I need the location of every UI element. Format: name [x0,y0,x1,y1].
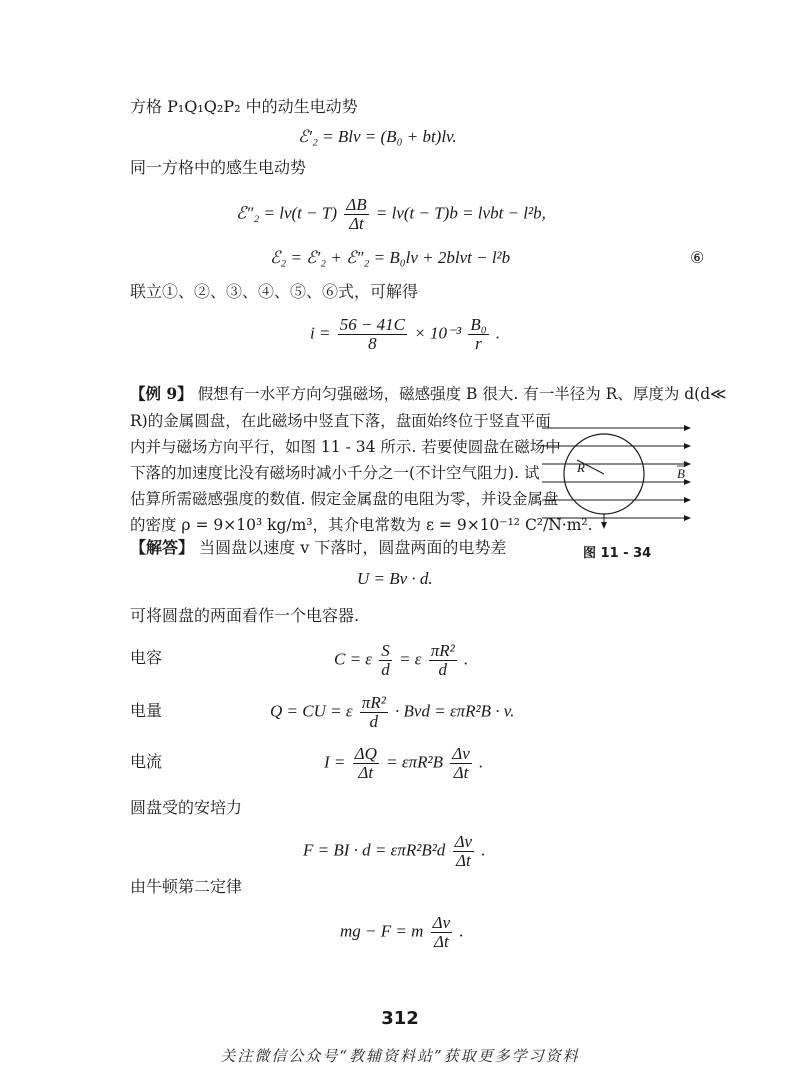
equation-total-emf: ℰ₂ = ℰ′₂ + ℰ″₂ = B₀lv + 2blvt − l²b [270,248,511,267]
eqI-numerator-1: ΔQ [354,744,377,763]
line-moving-emf: 方格 P₁Q₁Q₂P₂ 中的动生电动势 [130,97,358,116]
example-line-6: 的密度 ρ = 9×10³ kg/m³，其介电常数为 ε = 9×10⁻¹² C²/N·m². [130,516,593,534]
eq4-mid: × 10⁻³ [414,323,462,343]
eqQ-fraction [360,694,388,731]
eq2-fraction [344,196,368,233]
answer-text-1: 当圆盘以速度 v 下落时，圆盘两面的电势差 [199,538,507,557]
eqF-fraction [453,833,475,870]
equation-induced-emf [236,196,546,233]
eqF-denominator: Δt [455,851,471,870]
eqC-denominator-1: d [381,660,390,679]
eq4-end: . [495,323,501,343]
eq2-numerator: ΔB [346,195,367,214]
equation-capacitance [334,642,468,679]
eqC-fraction-1 [379,642,392,679]
eqI-left: I = [324,752,346,772]
eq4-numerator-2: B₀ [470,315,487,334]
eqI-fraction-2 [450,745,472,782]
eq4-left: i = [310,323,331,343]
eqQ-right: · Bvd = επR²B · v. [395,701,515,721]
equation-current-result [310,316,500,353]
equation-current [324,745,483,782]
eqC-left: C = ε [334,649,373,669]
eqF-numerator: Δv [454,832,473,851]
label-capacitance: 电容 [130,648,163,667]
line-combine: 联立①、②、③、④、⑤、⑥式，可解得 [130,282,419,301]
eq4-denominator: 8 [368,334,377,353]
eqF-end: . [481,840,486,860]
eqN-fraction [431,914,453,951]
example-line-3: 内并与磁场方向平行，如图 11 - 34 所示. 若要使圆盘在磁场中 [130,438,561,456]
eqC-fraction-2 [429,642,457,679]
line-induced-emf: 同一方格中的感生电动势 [130,158,307,177]
label-charge: 电量 [130,701,163,720]
figure-disk-in-field [540,414,700,549]
example-text-1: 假想有一水平方向匀强磁场，磁感强度 B 很大. 有一半径为 R、厚度为 d(d≪ [197,385,727,403]
eqI-fraction-1 [353,745,379,782]
equation-ampere-force [303,833,486,870]
eq4-numerator: 56 − 41C [339,315,406,334]
eqN-numerator: Δv [432,913,451,932]
eqN-left: mg − F = m [340,921,424,941]
footer-note: 关注微信公众号“教辅资料站”获取更多学习资料 [220,1047,580,1065]
example-line-4: 下落的加速度比没有磁场时减小千分之一(不计空气阻力). 试 [130,464,540,482]
eqC-end: . [463,649,469,669]
eqC-numerator-2: πR² [430,641,455,660]
eq4-denominator-2: r [475,334,482,353]
equation-motional-emf: ℰ′₂ = Blv = (B₀ + bt)lv. [298,127,457,146]
eq2-denominator: Δt [349,214,364,233]
eqI-numerator-2: Δv [452,744,470,763]
eq4-fraction [338,316,407,353]
eqC-mid: = ε [399,649,422,669]
eqI-denominator-2: Δt [453,763,469,782]
answer-label: 【解答】 [130,538,195,557]
eqI-mid: = επR²B [386,752,443,772]
field-label: B [677,466,685,481]
eqI-end: . [479,752,484,772]
eqC-denominator-2: d [438,660,447,679]
line-ampere-force: 圆盘受的安培力 [130,798,243,817]
label-current: 电流 [130,752,163,771]
eqQ-denominator: d [369,712,379,731]
line-capacitor: 可将圆盘的两面看作一个电容器. [130,606,360,625]
equation-number-6: ⑥ [690,248,705,267]
radius-label: R [577,460,585,475]
page-number: 312 [381,1008,419,1029]
eq2-right: = lv(t − T)b = lvbt − l²b, [375,203,546,223]
example-line-2: R)的金属圆盘，在此磁场中竖直下落，盘面始终位于竖直平面 [130,412,551,430]
eqN-end: . [459,921,464,941]
example-label: 【例 9】 [130,384,193,403]
equation-newton [340,914,464,951]
figure-caption: 图 11 - 34 [583,546,652,561]
line-newton-law: 由牛顿第二定律 [130,877,243,896]
equation-voltage: U = Bv · d. [357,569,433,588]
eqQ-left: Q = CU = ε [270,701,353,721]
eq4-fraction-2 [468,316,488,353]
eqN-denominator: Δt [434,932,449,951]
equation-charge [270,694,514,731]
eqQ-numerator: πR² [361,693,386,712]
example-line-1 [130,383,726,405]
eq2-left: ℰ″₂ = lv(t − T) [236,203,337,223]
answer-line-1 [130,537,506,559]
example-line-5: 估算所需磁感强度的数值. 假定金属盘的电阻为零，并设金属盘 [130,490,559,508]
eqF-left: F = BI · d = επR²B²d [303,840,446,860]
eqI-denominator-1: Δt [358,763,374,782]
eqC-numerator-1: S [381,641,390,660]
